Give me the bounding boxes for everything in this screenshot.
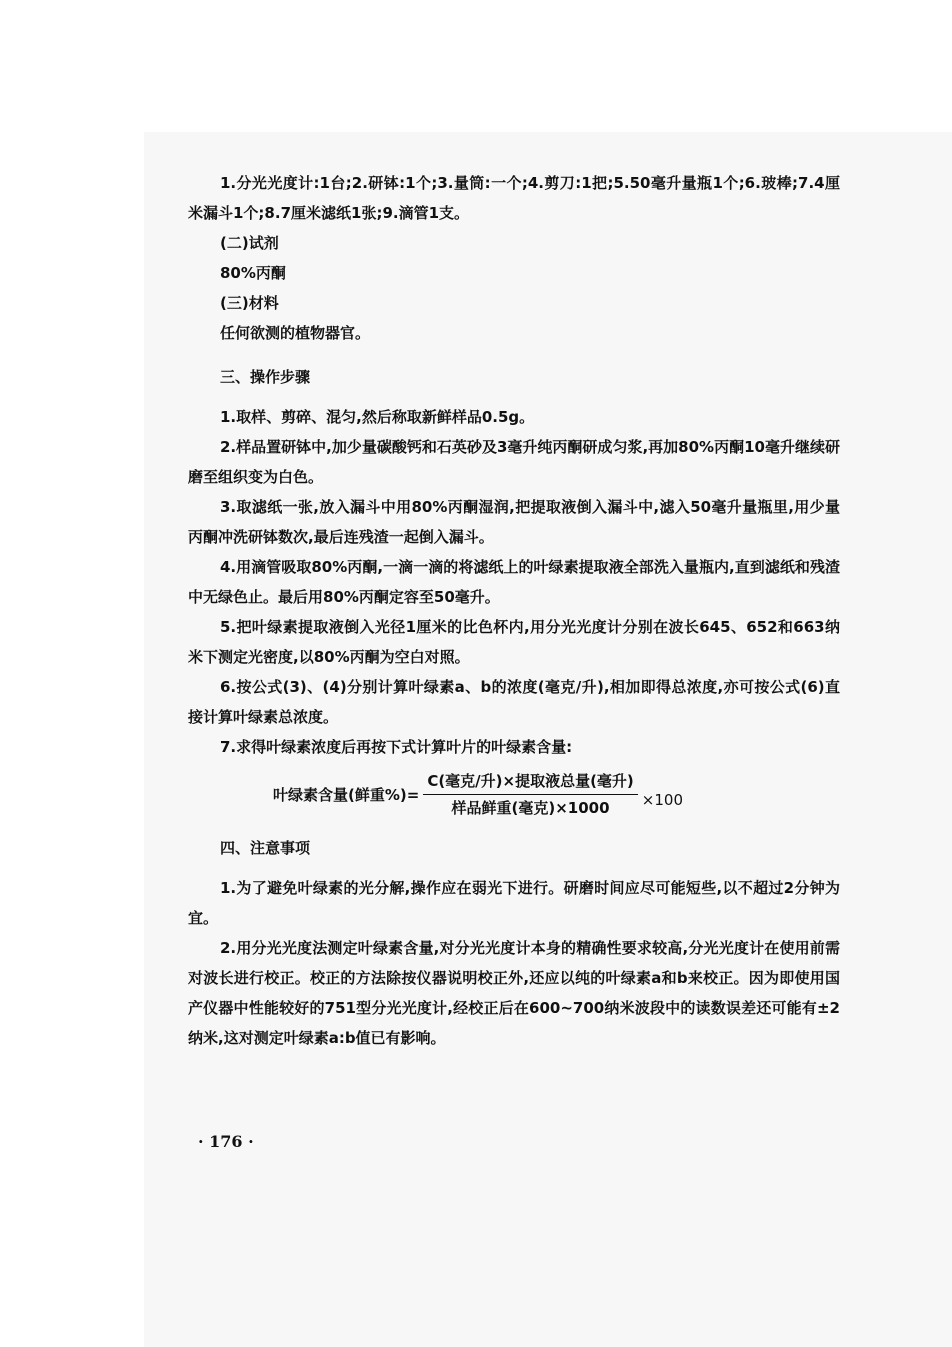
note-item: 1.为了避免叶绿素的光分解,操作应在弱光下进行。研磨时间应尽可能短些,以不超过2分钟为宜。 [188, 879, 840, 927]
step-item: 4.用滴管吸取80%丙酮,一滴一滴的将滤纸上的叶绿素提取液全部洗入量瓶内,直到滤纸和残渣中无绿色止。最后用80%丙酮定容至50毫升。 [188, 558, 840, 606]
equipment-list: 1.分光光度计:1台;2.研钵:1个;3.量筒:一个;4.剪刀:1把;5.50毫升量瓶1个;6.玻棒;7.4厘米漏斗1个;8.7厘米滤纸1张;9.滴管1支。 [188, 174, 840, 222]
step-item: 3.取滤纸一张,放入漏斗中用80%丙酮湿润,把提取液倒入漏斗中,滤入50毫升量瓶里,用少量丙酮冲洗研钵数次,最后连残渣一起倒入漏斗。 [188, 498, 840, 546]
steps-heading: 三、操作步骤 [220, 368, 311, 386]
materials-text: 任何欲测的植物器官。 [220, 324, 371, 342]
reagents-heading: (二)试剂 [220, 234, 279, 252]
formula-numerator: C(毫克/升)×提取液总量(毫升) [423, 770, 637, 795]
formula-denominator: 样品鲜重(毫克)×1000 [451, 799, 610, 817]
formula-rhs: ×100 [641, 790, 683, 809]
formula-lhs: 叶绿素含量(鲜重%)= [273, 785, 420, 804]
page-number: · 176 · [198, 1132, 254, 1151]
step-item: 7.求得叶绿素浓度后再按下式计算叶片的叶绿素含量: [220, 738, 573, 756]
step-item: 6.按公式(3)、(4)分别计算叶绿素a、b的浓度(毫克/升),相加即得总浓度,亦可按公式(6)直接计算叶绿素总浓度。 [188, 678, 840, 726]
chlorophyll-content-formula [273, 770, 840, 819]
page-content [188, 168, 840, 1053]
formula-fraction [423, 770, 637, 819]
materials-heading: (三)材料 [220, 294, 279, 312]
step-item: 1.取样、剪碎、混匀,然后称取新鲜样品0.5g。 [220, 408, 535, 426]
step-item: 2.样品置研钵中,加少量碳酸钙和石英砂及3毫升纯丙酮研成匀浆,再加80%丙酮10毫升继续研磨至组织变为白色。 [188, 438, 840, 486]
step-item: 5.把叶绿素提取液倒入光径1厘米的比色杯内,用分光光度计分别在波长645、652和663纳米下测定光密度,以80%丙酮为空白对照。 [188, 618, 840, 666]
note-item: 2.用分光光度法测定叶绿素含量,对分光光度计本身的精确性要求较高,分光光度计在使用前需对波长进行校正。校正的方法除按仪器说明校正外,还应以纯的叶绿素a和b来校正。因为即使用国产仪器中性能较好的751型分光光度计,经校正后在600~700纳米波段中的读数误差还可能有±2纳米,这对测定叶绿素a:b值已有影响。 [188, 939, 840, 1047]
reagents-text: 80%丙酮 [220, 264, 286, 282]
notes-heading: 四、注意事项 [220, 839, 311, 857]
